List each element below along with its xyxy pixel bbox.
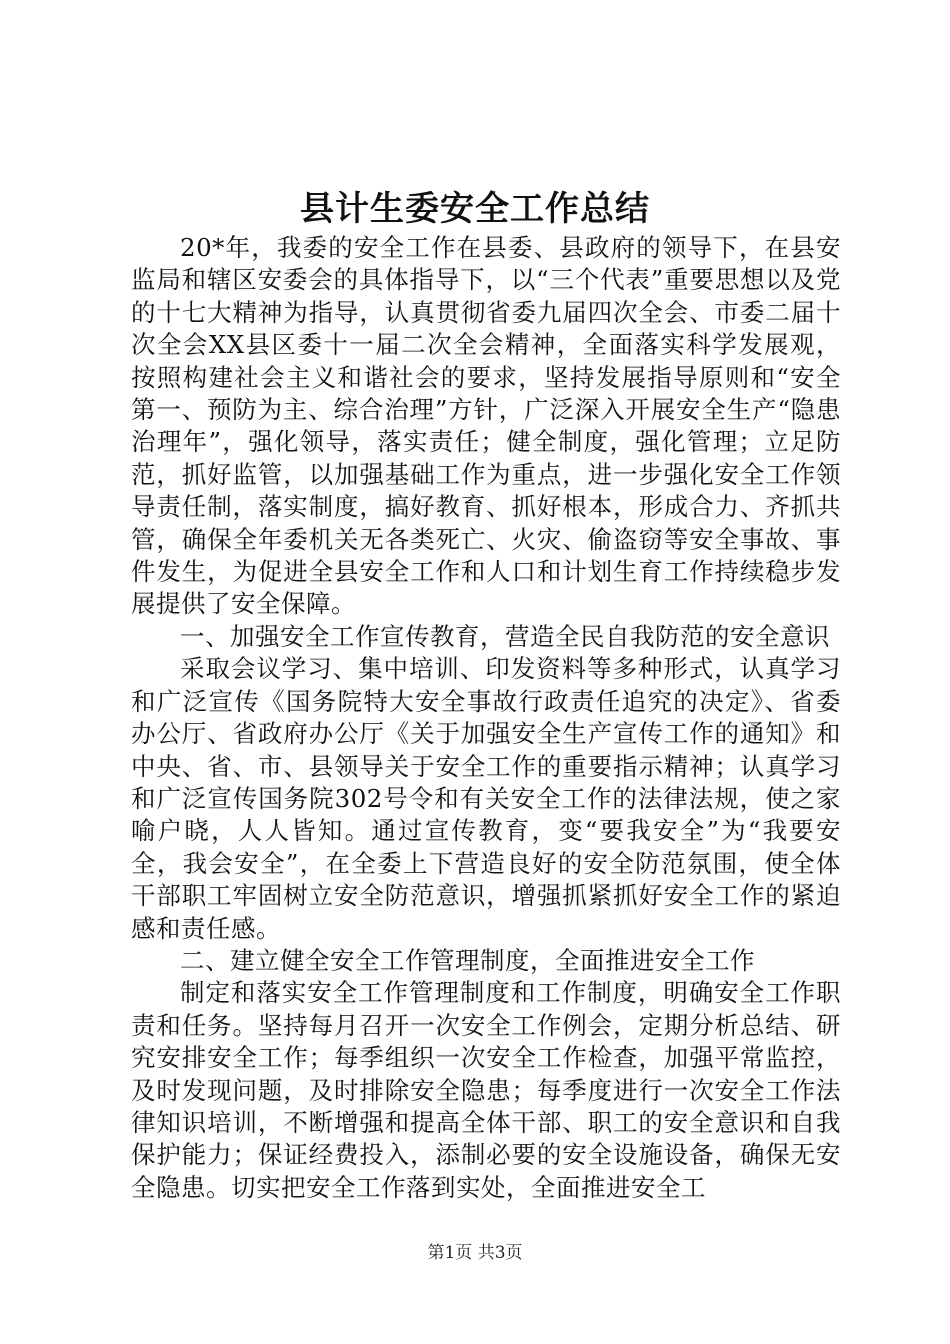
document-title: 县计生委安全工作总结 [300,189,650,229]
section-2-paragraph: 制定和落实安全工作管理制度和工作制度，明确安全工作职责和任务。坚持每月召开一次安全工作例会，定期分析总结、研究安排安全工作；每季组织一次安全工作检查，加强平常监控，及时发现问题，及时排除安全隐患；每季度进行一次安全工作法律知识培训，不断增强和提高全体干部、职工的安全意识和自我保护能力；保证经费投入，添制必要的安全设施设备，确保无安全隐患。切实把安全工作落到实处，全面推进安全工 [131,978,841,1202]
section-heading-1: 一、加强安全工作宣传教育，营造全民自我防范的安全意识 [180,621,830,651]
section-1-paragraph: 采取会议学习、集中培训、印发资料等多种形式，认真学习和广泛宣传《国务院特大安全事故行政责任追究的决定》、省委办公厅、省政府办公厅《关于加强安全生产宣传工作的通知》和中央、省、市、县领导关于安全工作的重要指示精神；认真学习和广泛宣传国务院302号令和有关安全工作的法律法规，使之家喻户晓，人人皆知。通过宣传教育，变“要我安全”为“我要安全，我会安全”，在全委上下营造良好的安全防范氛围，使全体干部职工牢固树立安全防范意识，增强抓紧抓好安全工作的紧迫感和责任感。 [131,654,841,943]
page-number-footer: 第1页 共3页 [427,1243,523,1263]
document-body [131,232,841,1204]
intro-paragraph: 20*年，我委的安全工作在县委、县政府的领导下，在县安监局和辖区安委会的具体指导下，以“三个代表”重要思想以及党的十七大精神为指导，认真贯彻省委九届四次全会、市委二届十次全会XX县区委十一届二次全会精神，全面落实科学发展观，按照构建社会主义和谐社会的要求，坚持发展指导原则和“安全第一、预防为主、综合治理”方针，广泛深入开展安全生产“隐患治理年”，强化领导，落实责任；健全制度，强化管理；立足防范，抓好监管，以加强基础工作为重点，进一步强化安全工作领导责任制，落实制度，搞好教育、抓好根本，形成合力、齐抓共管，确保全年委机关无各类死亡、火灾、偷盗窃等安全事故、事件发生，为促进全县安全工作和人口和计划生育工作持续稳步发展提供了安全保障。 [131,233,841,619]
section-heading-2: 二、建立健全安全工作管理制度，全面推进安全工作 [180,945,755,975]
